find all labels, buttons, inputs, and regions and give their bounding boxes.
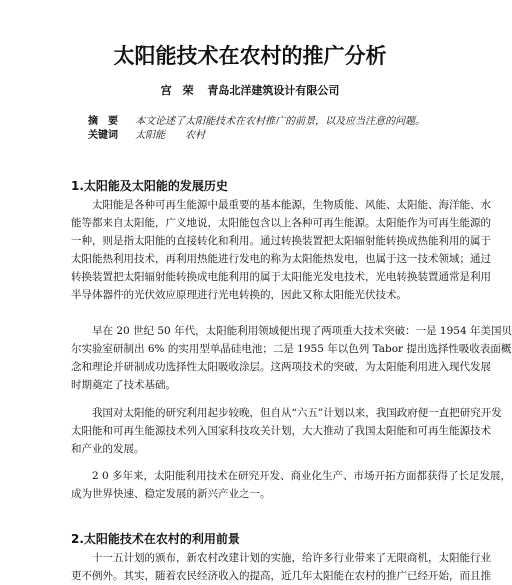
paragraph-line: 十一五计划的颁布，新农村改建计划的实施，给许多行业带来了无限商机，太阳能行业 [92, 552, 491, 564]
keywords-label: 关键词 [88, 130, 118, 141]
paragraph-line: 2 0 多年来，太阳能利用技术在研究开发、商业化生产、市场开拓方面都获得了长足发展， [92, 470, 512, 482]
section-heading-1: 1.太阳能及太阳能的发展历史 [71, 179, 228, 193]
paragraph-1 [71, 196, 491, 305]
paragraph-line: 一种，则是指太阳能的直接转化和利用。通过转换装置把太阳辐射能转换成热能利用的属于 [71, 235, 491, 248]
paragraph-line: 我国对太阳能的研究利用起步较晚，但自从“六五”计划以来，我国政府便一直把研究开发 [92, 407, 502, 419]
paragraph-line: 太阳能是各种可再生能源中最重要的基本能源，生物质能、风能、太阳能、海洋能、水 [92, 199, 491, 211]
abstract-label: 摘 要 [88, 116, 118, 127]
keywords-text: 太阳能 农村 [135, 130, 206, 141]
abstract-text: 本文论述了太阳能技术在农村推广的前景，以及应当注意的问题。 [135, 116, 426, 127]
paragraph-2 [71, 322, 512, 394]
paragraph-line: 时期奠定了技术基础。 [71, 379, 176, 392]
paragraph-line: 太阳能和可再生能源技术列入国家科技攻关计划，大大推动了我国太阳能和可再生能源技术 [71, 425, 491, 438]
abstract [88, 112, 425, 127]
paragraph-line: 和产业的发展。 [71, 443, 145, 456]
paragraph-line: 尔实验室研制出 6% 的实用型单晶硅电池；二是 1955 年以色列 Tabor 提出选择性吸收表面概 [71, 343, 512, 356]
author-name: 宫 荣 [160, 84, 194, 97]
author-affiliation: 青岛北洋建筑设计有限公司 [207, 84, 340, 97]
paragraph-line: 成为世界快速、稳定发展的新兴产业之一。 [71, 488, 271, 501]
paragraph-5 [71, 549, 491, 585]
paragraph-line: 半导体器件的光伏效应原理进行光电转换的，因此又称太阳能光伏技术。 [71, 289, 407, 302]
paragraph-line: 太阳能热利用技术，再利用热能进行发电的称为太阳能热发电，也属于这一技术领域；通过 [71, 253, 491, 266]
keywords [88, 126, 205, 141]
paragraph-line: 早在 20 世纪 50 年代，太阳能利用领域便出现了两项重大技术突破：一是 1954 年美国贝 [92, 325, 512, 337]
paragraph-4 [71, 467, 512, 503]
paragraph-3 [71, 404, 502, 458]
section-heading-2: 2.太阳能技术在农村的利用前景 [71, 532, 240, 546]
paper-title: 太阳能技术在农村的推广分析 [113, 44, 387, 68]
author-line [0, 82, 500, 98]
paragraph-line: 念和理论并研制成功选择性太阳吸收涂层。这两项技术的突破，为太阳能利用进入现代发展 [71, 361, 491, 374]
paragraph-line: 能等都来自太阳能，广义地说，太阳能包含以上各种可再生能源。太阳能作为可再生能源的 [71, 217, 491, 230]
paragraph-line: 转换装置把太阳辐射能转换成电能利用的属于太阳能光发电技术，光电转换装置通常是利用 [71, 271, 491, 284]
paragraph-line: 更不例外。其实，随着农民经济收入的提高，近几年太阳能在农村的推广已经开始，而且推 [71, 570, 491, 583]
